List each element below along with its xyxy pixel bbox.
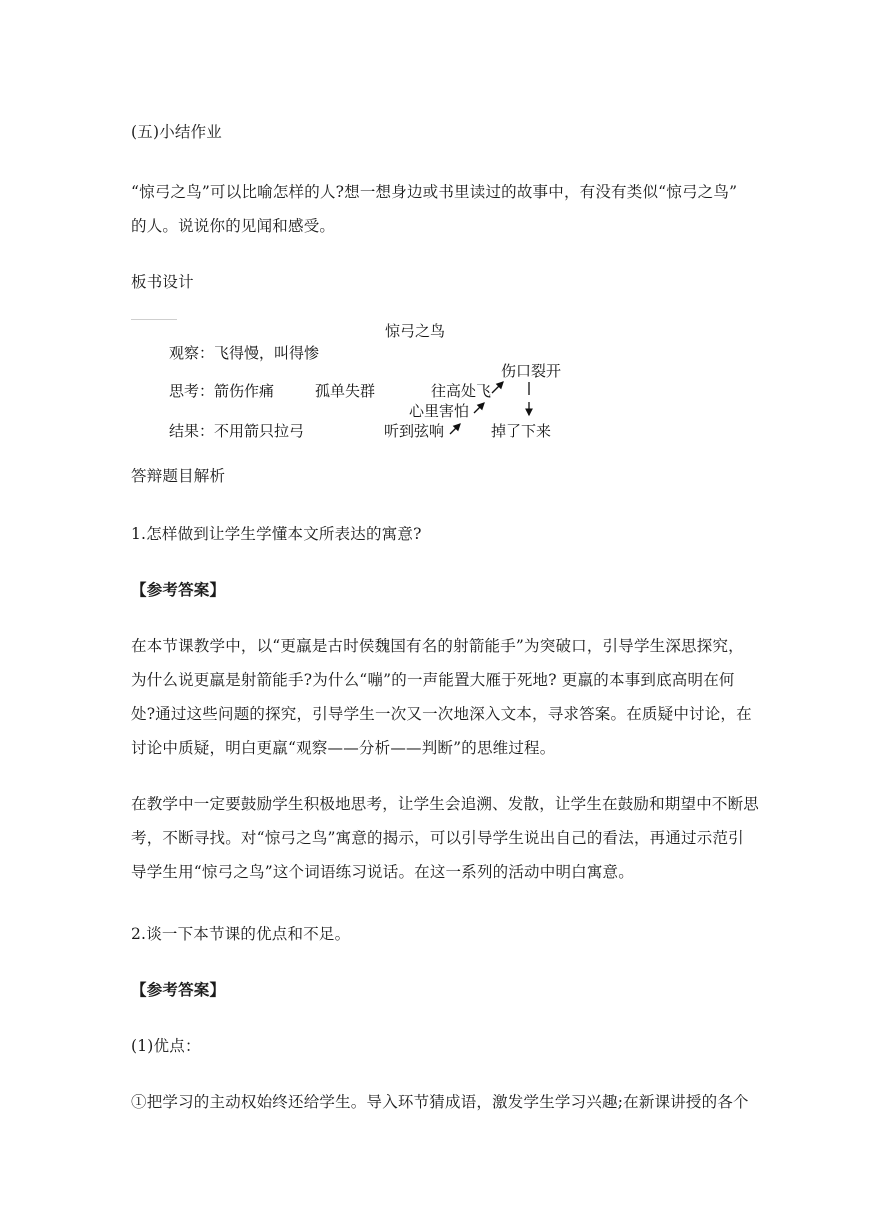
board-design-heading: 板书设计 — [131, 273, 194, 291]
board-wound-opens: 伤口裂开 — [501, 362, 562, 380]
answer-1-para-1-line: 在本节课教学中，以“更羸是古时侯魏国有名的射箭能手”为突破口，引导学生深思探究， — [131, 637, 744, 655]
answer-1-para-1-line: 讨论中质疑，明白更羸“观察——分析——判断”的思维过程。 — [131, 739, 556, 757]
arrow-hear-to-afraid — [450, 424, 460, 434]
board-result: 结果：不用箭只拉弓 — [169, 422, 305, 440]
answer-1-para-1-line: 处?通过这些问题的探究，引导学生一次又一次地深入文本，寻求答案。在质疑中讨论，在 — [131, 705, 752, 723]
advantage-1-line: ①把学习的主动权始终还给学生。导入环节猜成语，激发学生学习兴趣;在新课讲授的各个 — [131, 1093, 749, 1111]
answer-1-para-2-line: 导学生用“惊弓之鸟”这个词语练习说话。在这一系列的活动中明白寓意。 — [131, 863, 634, 881]
section-heading-summary: (五)小结作业 — [131, 123, 222, 141]
arrow-fly-to-wound — [492, 382, 503, 393]
qa-heading: 答辩题目解析 — [131, 467, 226, 485]
reference-answer-label-2: 【参考答案】 — [131, 980, 226, 999]
board-hear-string: 听到弦响 — [384, 422, 445, 440]
board-afraid: 心里害怕 — [409, 402, 470, 420]
board-fly-high: 往高处飞 — [431, 382, 492, 400]
board-arrows — [131, 312, 591, 447]
answer-1-para-2-line: 考，不断寻找。对“惊弓之鸟”寓意的揭示，可以引导学生说出自己的看法，再通过示范引 — [131, 829, 744, 847]
board-title: 惊弓之鸟 — [385, 322, 446, 340]
arrow-afraid-to-fly — [474, 403, 484, 413]
answer-1-para-2-line: 在教学中一定要鼓励学生积极地思考，让学生会追溯、发散，让学生在鼓励和期望中不断思 — [131, 795, 760, 813]
question-1: 1.怎样做到让学生学懂本文所表达的寓意? — [131, 525, 422, 543]
answer-1-para-1-line: 为什么说更羸是射箭能手?为什么“嘣”的一声能置大雁于死地? 更羸的本事到底高明在何 — [131, 671, 735, 689]
board-observe: 观察：飞得慢，叫得惨 — [169, 344, 320, 362]
question-2: 2.谈一下本节课的优点和不足。 — [131, 925, 351, 943]
board-fell-down: 掉了下来 — [491, 422, 552, 440]
summary-question-line-1: “惊弓之鸟”可以比喻怎样的人?想一想身边或书里读过的故事中，有没有类似“惊弓之鸟” — [131, 183, 738, 201]
advantages-heading: (1)优点： — [131, 1037, 201, 1055]
board-alone: 孤单失群 — [315, 382, 376, 400]
board-think: 思考：箭伤作痛 — [169, 382, 275, 400]
board-design-diagram — [131, 312, 591, 447]
summary-question-line-2: 的人。说说你的见闻和感受。 — [131, 217, 336, 235]
reference-answer-label-1: 【参考答案】 — [131, 580, 226, 599]
